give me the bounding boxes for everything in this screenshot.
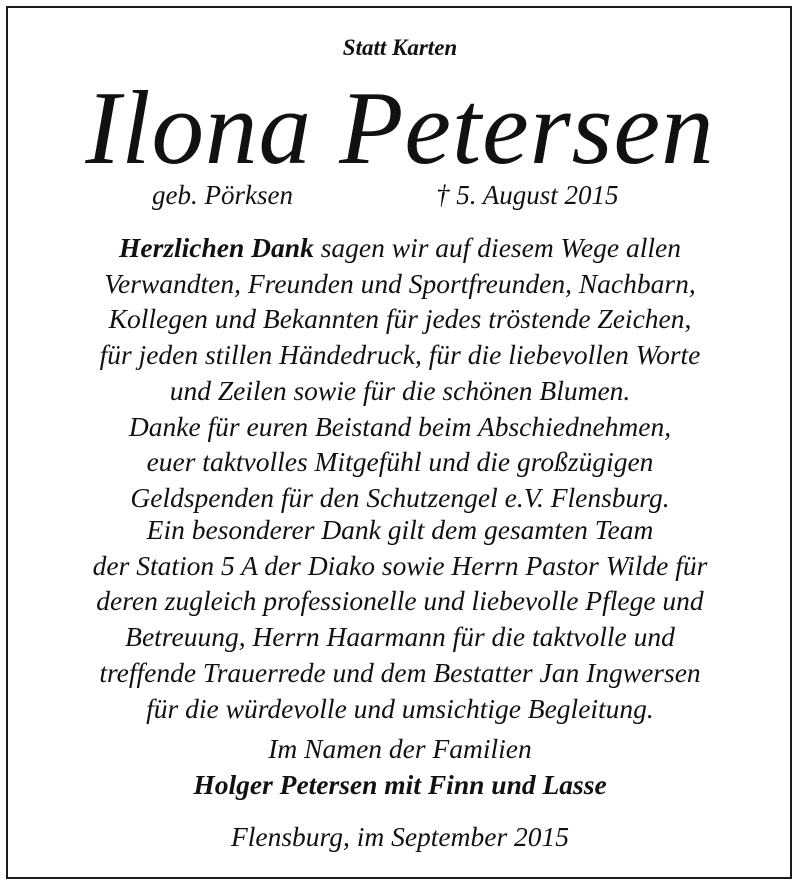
birth-name: geb. Pörksen (152, 180, 293, 210)
thanks-line: und Zeilen sowie für die schönen Blumen. (169, 374, 631, 406)
thanks-line-1 (0, 230, 800, 266)
thanks-paragraph (0, 230, 800, 516)
special-thanks-line: für die würdevolle und umsichtige Begleitung. (146, 692, 654, 724)
thanks-opening: Herzlichen Dank (119, 232, 314, 263)
signature-names: Holger Petersen mit Finn und Lasse (193, 769, 607, 800)
place-date: Flensburg, im September 2015 (230, 821, 570, 852)
notice-header: Statt Karten (342, 35, 458, 60)
thanks-line: euer taktvolles Mitgefühl und die großzügigen (146, 446, 654, 478)
thanks-line: Kollegen und Bekannten für jedes tröstende Zeichen, (108, 303, 692, 335)
thanks-line: Verwandten, Freunden und Sportfreunden, Nachbarn, (104, 267, 696, 299)
deceased-name: Ilona Petersen (85, 69, 715, 186)
thanks-line: Geldspenden für den Schutzengel e.V. Flensburg. (130, 481, 670, 513)
special-thanks-line: deren zugleich professionelle und liebevolle Pflege und (96, 585, 704, 617)
special-thanks-line: der Station 5 A der Diako sowie Herrn Pastor Wilde für (92, 549, 708, 581)
death-date: † 5. August 2015 (436, 180, 619, 210)
special-thanks-line: Ein besonderer Dank gilt dem gesamten Team (146, 514, 654, 545)
thanks-line-1-rest: sagen wir auf diesem Wege allen (313, 232, 681, 263)
special-thanks-line: Betreuung, Herrn Haarmann für die taktvolle und (125, 621, 675, 653)
special-thanks-line: treffende Trauerrede und dem Bestatter Jan Ingwersen (99, 656, 701, 688)
thanks-line: für jeden stillen Händedruck, für die liebevollen Worte (99, 339, 701, 371)
thanks-line: Danke für euren Beistand beim Abschiednehmen, (128, 410, 672, 442)
special-thanks-paragraph (0, 512, 800, 726)
signature-intro: Im Namen der Familien (268, 733, 532, 764)
